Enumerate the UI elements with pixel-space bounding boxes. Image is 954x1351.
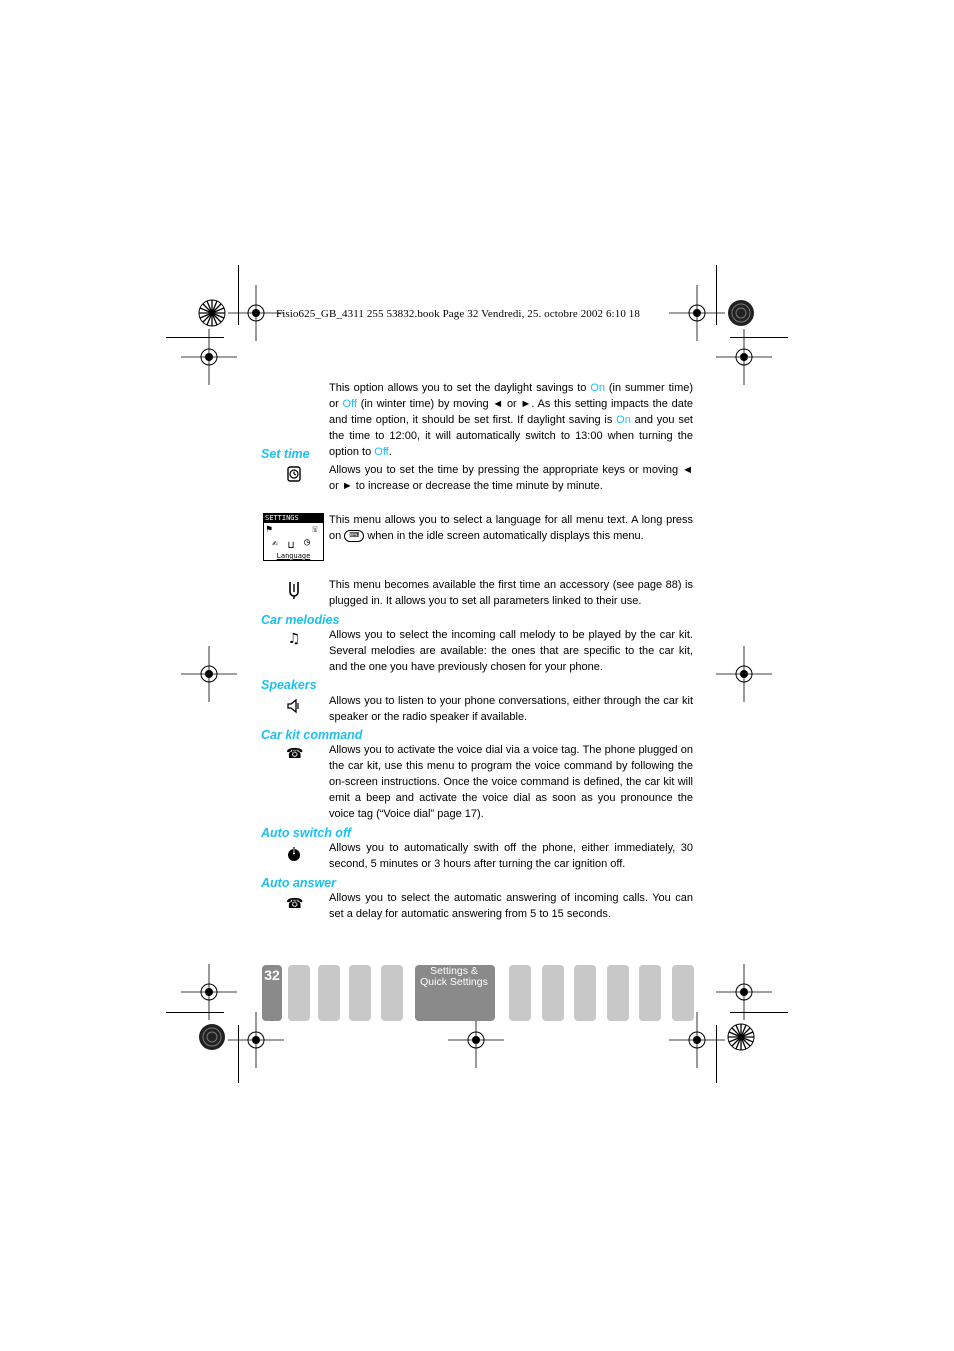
heading-speakers: Speakers xyxy=(261,678,317,692)
chapter-title-line1: Settings & xyxy=(430,965,478,977)
clock-icon xyxy=(286,466,302,482)
heading-auto-answer: Auto answer xyxy=(261,876,337,890)
phone-icon: ☏ xyxy=(312,524,319,535)
flag-icon: ⚑ xyxy=(266,524,273,535)
footer-tab xyxy=(574,965,596,1021)
car-kit-command-icon: ☎ xyxy=(286,746,304,762)
heading-car-melodies: Car melodies xyxy=(261,613,340,627)
menu-key-icon: ⌨ xyxy=(344,530,364,542)
screen-label: Language xyxy=(276,552,311,560)
option-off: Off xyxy=(374,446,389,458)
book-icon: ⊔ xyxy=(288,540,295,551)
option-on: On xyxy=(590,382,605,394)
heading-auto-switch-off: Auto switch off xyxy=(261,826,352,840)
speakers-text: Allows you to listen to your phone conversations, either through the car kit speaker or the radio speaker if available. xyxy=(329,695,693,723)
print-header: Fisio625_GB_4311 255 53832.book Page 32 Vendredi, 25. octobre 2002 6:10 18 xyxy=(276,308,640,320)
car-melodies-text: Allows you to select the incoming call melody to be played by the car kit. Several melodies are available: the ones that are specific to the car kit, and the one you have previously chosen for your phone. xyxy=(329,629,693,673)
option-on: On xyxy=(616,414,631,426)
language-text xyxy=(329,512,693,544)
footer-tab xyxy=(288,965,310,1021)
text-run: and you set the time to 12:00, it will automatically switch to 13:00 when turning the option to xyxy=(329,414,693,458)
footer-tab xyxy=(349,965,371,1021)
screen-title: SETTINGS xyxy=(264,514,323,523)
set-time-text: Allows you to set the time by pressing the appropriate keys or moving ◄ or ► to increase or decrease the time minute by minute. xyxy=(329,464,693,492)
heading-set-time: Set time xyxy=(261,447,310,461)
daylight-savings-text xyxy=(329,380,693,460)
hand-icon: ✍ xyxy=(272,538,279,549)
car-melody-icon: ♫ xyxy=(287,631,301,647)
clock-small-icon: ◷ xyxy=(304,537,311,548)
footer-tab xyxy=(542,965,564,1021)
text-run: This option allows you to set the daylight savings to xyxy=(329,382,591,394)
text-run: . xyxy=(388,446,392,458)
footer-tab xyxy=(672,965,694,1021)
language-screen xyxy=(263,513,324,561)
footer-tab xyxy=(318,965,340,1021)
chapter-title xyxy=(415,966,493,988)
car-kit-command-text: Allows you to activate the voice dial via a voice tag. The phone plugged on the car kit, use this menu to program the voice command by following the on-screen instructions. Once the voice command is defined, the car kit will emit a beep and activate the voice dial as soon as you pronounce the voice tag (“Voice dial” page 17). xyxy=(329,744,693,820)
footer-tab xyxy=(607,965,629,1021)
auto-answer-icon: ☎ xyxy=(286,896,304,912)
footer-tab xyxy=(639,965,661,1021)
text-run: This menu allows you to select a language for all menu text. A long press on xyxy=(329,514,693,542)
auto-switch-off-text: Allows you to automatically swith off the phone, either immediately, 30 second, 5 minutes or 3 hours after turning the car ignition off. xyxy=(329,842,693,870)
power-icon xyxy=(286,846,302,862)
accessories-text: This menu becomes available the first time an accessory (see page 88) is plugged in. It allows you to set all parameters linked to their use. xyxy=(329,579,693,607)
option-off: Off xyxy=(342,398,357,410)
footer-tab xyxy=(509,965,531,1021)
accessory-plug-icon xyxy=(286,581,302,597)
heading-car-kit-command: Car kit command xyxy=(261,728,363,742)
auto-answer-text: Allows you to select the automatic answering of incoming calls. You can set a delay for automatic answering from 5 to 15 seconds. xyxy=(329,892,693,920)
text-run: (in winter time) by moving ◄ or ►. As this setting impacts the date and time option, it should be set first. If daylight saving is xyxy=(329,398,693,426)
text-run: when in the idle screen automatically displays this menu. xyxy=(364,530,644,542)
chapter-title-line2: Quick Settings xyxy=(420,976,488,988)
text-run: (in summer time) or xyxy=(329,382,694,410)
speaker-icon xyxy=(286,698,302,714)
footer-tab xyxy=(381,965,403,1021)
page-number: 32 xyxy=(264,967,280,983)
